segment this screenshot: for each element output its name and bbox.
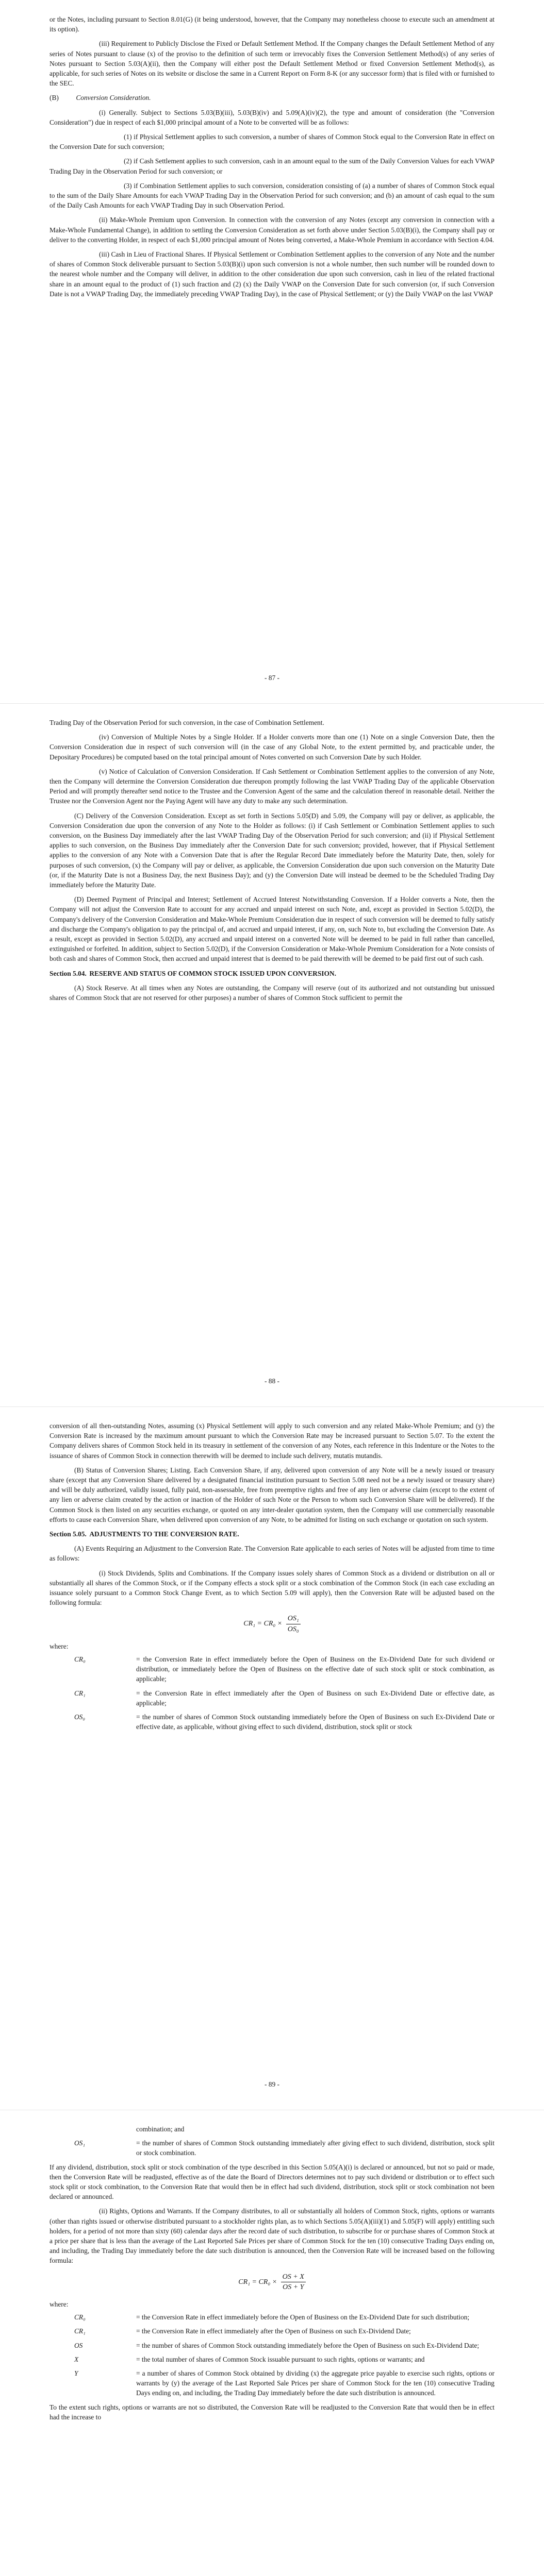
paragraph: (iv) Conversion of Multiple Notes by a Single Holder. If a Holder converts more than one (1) Note on a single Conversion Date, then the Conversion Consideration due in respect of such conversion will (in the case of any Global Note, to the extent permitted by, and practicable under, the Depositary Procedures) be computed based on the total principal amount of Notes converted on such Conversion Date by such Holder. [50, 733, 494, 761]
definition-symbol: CR₁ [74, 1689, 86, 1697]
definition-item [50, 1712, 494, 1732]
paragraph: (B) Status of Conversion Shares; Listing. Each Conversion Share, if any, delivered upon conversion of any Note will be a newly issued or treasury share (except that any Conversion Share delivered by a designated financial institution pursuant to Section 5.08 need not be a newly issued or treasury share) and will be duly authorized, validly issued, fully paid, non-assessable, free from preemptive rights and free of any lien or adverse claim (except to the extent of any lien or adverse claim created by the action or inaction of the Holder of such Note or the Person to whom such Conversion Share will be delivered). If the Common Stock is then listed on any securities exchange, or quoted on any inter-dealer quotation system, then the Company will use commercially reasonable efforts to cause each Conversion Share, when delivered upon conversion of any Note, to be admitted for listing on such exchange or quotation on such system. [50, 1466, 494, 1523]
definition-symbol: OS [74, 2341, 83, 2349]
definition-item [50, 2138, 494, 2158]
formula-lhs: CR₁ = CR₀ × [243, 1620, 283, 1628]
section-heading [50, 969, 494, 978]
page-number: - 87 - [264, 673, 279, 682]
paragraph: (A) Stock Reserve. At all times when any Notes are outstanding, the Company will reserve (out of its authorized and not outstanding but unissued shares of Common Stock that are not reserved for other purposes) a number of shares of Common Stock sufficient to permit the [50, 984, 494, 1002]
definition-item [50, 2326, 494, 2336]
definition-symbol: OS₁ [74, 2139, 86, 2147]
adjustment-formula [50, 1614, 494, 1634]
formula-denominator: OS₀ [287, 1625, 299, 1633]
adjustment-formula [50, 2272, 494, 2292]
definition-text: = the total number of shares of Common Stock issuable pursuant to such rights, options or warrants; and [136, 2355, 425, 2363]
definition-text: = the Conversion Rate in effect immediately after the Open of Business on such Ex-Dividend Date or effective date, as applicable; [136, 1689, 494, 1707]
definition-symbol: X [74, 2355, 79, 2363]
subsection-title: Conversion Consideration. [76, 94, 151, 102]
page-number: - 89 - [264, 2080, 279, 2088]
formula-denominator: OS + Y [283, 2283, 304, 2291]
section-number: Section 5.05. [50, 1530, 87, 1538]
where-label: where: [50, 1642, 69, 1650]
definition-item [50, 1654, 494, 1684]
section-title: ADJUSTMENTS TO THE CONVERSION RATE. [89, 1530, 239, 1538]
definition-text: = the Conversion Rate in effect immediately before the Open of Business on the Ex-Dividend Date for such distribution; [136, 2313, 470, 2321]
definition-symbol: CR₀ [74, 2313, 86, 2321]
definition-item [50, 2341, 494, 2350]
paragraph: (iii) Cash in Lieu of Fractional Shares. If Physical Settlement or Combination Settlement applies to the conversion of any Note and the number of shares of Common Stock deliverable pursuant to Section 5.03(B)(i) upon such conversion is not a whole number, then such number will be rounded down to the nearest whole number and the Company will deliver, in addition to the other consideration due upon such conversion, cash in lieu of the related fractional share in an amount equal to the product of (1) such fraction and (2) (x) the Daily VWAP on the Conversion Date for such conversion (or, if such Conversion Date is not a VWAP Trading Day, the immediately preceding VWAP Trading Day), in the case of Physical Settlement; or (y) the Daily VWAP on the last VWAP [50, 250, 494, 298]
paragraph: (i) Generally. Subject to Sections 5.03(B)(iii), 5.03(B)(iv) and 5.09(A)(iv)(2), the type and amount of consideration (the "Conversion Consideration") due in respect of each $1,000 principal amount of a Note to be converted will be as follows: [50, 108, 494, 126]
formula-numerator: OS₁ [286, 1614, 301, 1624]
page-87 [0, 0, 544, 703]
page-90 [0, 2110, 544, 2576]
paragraph: (v) Notice of Calculation of Conversion Consideration. If Cash Settlement or Combination Settlement applies to the conversion of any Note, then the Company will determine the Conversion Consideration due thereupon promptly following the last VWAP Trading Day of the applicable Observation Period and will promptly thereafter send notice to the Trustee and the Conversion Agent of the same and the calculation thereof in reasonable detail. Neither the Trustee nor the Conversion Agent nor the Paying Agent will have any duty to make any such determination. [50, 767, 494, 805]
definition-text: = the number of shares of Common Stock outstanding immediately before the Open of Business on such Ex-Dividend Date; [136, 2341, 480, 2349]
formula-numerator: OS + X [281, 2272, 306, 2282]
paragraph: (ii) Make-Whole Premium upon Conversion. In connection with the conversion of any Notes (except any conversion in connection with a Make-Whole Fundamental Change), in addition to settling the Conversion Consideration as set forth above under Section 5.03(B)(i), the Company shall pay or deliver to the converting Holder, in respect of each $1,000 principal amount of Notes being converted, a Make-Whole Premium in accordance with Section 4.04. [50, 216, 494, 244]
definitions-list [50, 2312, 494, 2398]
formula-lhs: CR₁ = CR₀ × [238, 2278, 277, 2286]
definition-text: = the Conversion Rate in effect immediately after the Open of Business on such Ex-Dividend Date; [136, 2327, 411, 2335]
definition-symbol: Y [74, 2369, 78, 2378]
paragraph: (3) if Combination Settlement applies to such conversion, consideration consisting of (a) a number of shares of Common Stock equal to the sum of the Daily Share Amounts for each VWAP Trading Day in the Observation Period for such conversion; and (b) an amount of cash equal to the sum of the Daily Cash Amounts for each VWAP Trading Day in such Observation Period. [50, 181, 494, 210]
page-number: - 88 - [264, 1377, 279, 1385]
definition-text: combination; and [136, 2125, 185, 2133]
definition-item [50, 2368, 494, 2398]
formula-fraction [281, 2272, 306, 2292]
paragraph: (1) if Physical Settlement applies to such conversion, a number of shares of Common Stock equal to the Conversion Rate in effect on the Conversion Date for such conversion; [50, 133, 494, 151]
paragraph: (ii) Rights, Options and Warrants. If the Company distributes, to all or substantially all holders of Common Stock, rights, options or warrants (other than rights issued or otherwise distributed pursuant to a stockholder rights plan, as to which Sections 5.05(A)(iii)(1) and 5.05(F) will apply) entitling such holders, for a period of not more than sixty (60) calendar days after the record date of such distribution, to subscribe for or purchase shares of Common Stock at a price per share that is less than the average of the Last Reported Sale Prices per share of Common Stock for the ten (10) consecutive Trading Days ending on, and including, the Trading Day immediately before the date such distribution is announced, then the Conversion Rate will be increased based on the following formula: [50, 2207, 494, 2265]
paragraph: (C) Delivery of the Conversion Consideration. Except as set forth in Sections 5.05(D) and 5.09, the Company will pay or deliver, as applicable, the Conversion Consideration due upon the conversion of any Note to the Holder as follows: (i) if Cash Settlement or Combination Settlement applies to such conversion, on the Business Day immediately after the last VWAP Trading Day of the Observation Period for such conversion; and (ii) if Physical Settlement applies to such conversion, on the Business Day immediately after the Conversion Date for such conversion; provided, however, that if Physical Settlement applies to the conversion of any Note with a Conversion Date that is after the Regular Record Date immediately before the Maturity Date, then, solely for purposes of such conversion, (x) the Company will pay or deliver, as applicable, the Conversion Consideration due upon such conversion on the Maturity Date (or, if the Maturity Date is not a Business Day, the next Business Day); and (y) the Conversion Date will instead be deemed to be the Scheduled Trading Day immediately before the Maturity Date. [50, 811, 494, 889]
definition-text: = the number of shares of Common Stock outstanding immediately before the Open of Business on such Ex-Dividend Date or effective date, as applicable, without giving effect to such dividend, distribution, stock split or stock [136, 1713, 494, 1731]
formula-fraction [286, 1614, 301, 1634]
definition-text: = the Conversion Rate in effect immediately before the Open of Business on the Ex-Dividend Date for such dividend or distribution, or immediately before the Open of Business on the effective date of such stock split or stock combination, as applicable; [136, 1655, 494, 1683]
subsection-label: (B) [50, 94, 59, 102]
definitions-list [50, 1654, 494, 1732]
page-88 [0, 703, 544, 1406]
definition-symbol-blank [50, 2124, 124, 2134]
definition-item [50, 1688, 494, 1708]
definition-text: = the number of shares of Common Stock outstanding immediately after giving effect to such dividend, distribution, stock split or stock combination. [136, 2139, 494, 2157]
paragraph: Trading Day of the Observation Period for such conversion, in the case of Combination Settlement. [50, 719, 324, 726]
paragraph: (A) Events Requiring an Adjustment to the Conversion Rate. The Conversion Rate applicable to each series of Notes will be adjusted from time to time as follows: [50, 1545, 494, 1563]
paragraph: (D) Deemed Payment of Principal and Interest; Settlement of Accrued Interest Notwithstanding Conversion. If a Holder converts a Note, then the Company will not adjust the Conversion Rate to account for any accrued and unpaid interest on such Note, and, except as provided in Section 5.02(D), the Company's delivery of the Conversion Consideration and Make-Whole Premium Consideration due in respect of such conversion will be deemed to fully satisfy and discharge the Company's obligation to pay the principal of, and accrued and unpaid interest, if any, on, such Note to, but excluding the Conversion Date. As a result, except as provided in Section 5.02(D), any accrued and unpaid interest on a converted Note will be deemed to be paid in full rather than cancelled, extinguished or forfeited. In addition, subject to Section 5.02(D), if the Conversion Consideration or Make-Whole Premium Consideration for a Note consists of both cash and shares of Common Stock, then accrued and unpaid interest that is deemed to be paid therewith will be deemed to be paid first out of such cash. [50, 895, 494, 963]
paragraph: conversion of all then-outstanding Notes, assuming (x) Physical Settlement will apply to such conversion and any related Make-Whole Premium; and (y) the Conversion Rate is increased by the maximum amount pursuant to which the Conversion Rate may be increased pursuant to Section 5.07. To the extent the Company delivers shares of Common Stock held in its treasury in settlement of the conversion of any Notes, each reference in this Indenture or the Notes to the issuance of shares of Common Stock in connection therewith will be deemed to include such delivery, mutatis mutandis. [50, 1422, 494, 1460]
paragraph: If any dividend, distribution, stock split or stock combination of the type described in this Section 5.05(A)(i) is declared or announced, but not so paid or made, then the Conversion Rate will be readjusted, effective as of the date the Board of Directors determines not to pay such dividend or distribution or to effect such stock split or stock combination, to the Conversion Rate that would then be in effect had such dividend, distribution, stock split or stock combination not been declared or announced. [50, 2163, 494, 2201]
definition-text: = a number of shares of Common Stock obtained by dividing (x) the aggregate price payable to exercise such rights, options or warrants by (y) the average of the Last Reported Sale Prices per share of Common Stock for the ten (10) consecutive Trading Days ending on, and including, the Trading Day immediately before the date such distribution is announced. [136, 2369, 494, 2397]
paragraph: To the extent such rights, options or warrants are not so distributed, the Conversion Rate will be readjusted to the Conversion Rate that would then be in effect had the increase to [50, 2403, 494, 2421]
paragraph: or the Notes, including pursuant to Section 8.01(G) (it being understood, however, that the Company may nonetheless choose to execute such an amendment at its option). [50, 15, 494, 33]
definition-continuation [50, 2124, 494, 2134]
definition-symbol: CR₀ [74, 1655, 86, 1664]
definition-symbol: CR₁ [74, 2327, 86, 2335]
paragraph: (iii) Requirement to Publicly Disclose the Fixed or Default Settlement Method. If the Company changes the Default Settlement Method of any series of Notes pursuant to clause (x) of the proviso to the definition of such term or irrevocably fixes the Conversion Settlement Method(s) of any series of Notes pursuant to Section 5.03(A)(ii), then the Company will either post the Default Settlement Method or fixed Conversion Settlement Method(s), as applicable, for such series of Notes on its website or disclose the same in a Current Report on Form 8-K (or any successor form) that is filed with or furnished to the SEC. [50, 40, 494, 88]
section-title: RESERVE AND STATUS OF COMMON STOCK ISSUED UPON CONVERSION. [89, 969, 336, 977]
definition-item [50, 2312, 494, 2322]
definition-item [50, 2354, 494, 2364]
definition-symbol: OS₀ [74, 1713, 86, 1721]
page-89 [0, 1406, 544, 2110]
paragraph: (2) if Cash Settlement applies to such conversion, cash in an amount equal to the sum of the Daily Conversion Values for each VWAP Trading Day in the Observation Period for such conversion; or [50, 157, 494, 175]
subsection-heading [50, 93, 494, 103]
section-number: Section 5.04. [50, 969, 87, 977]
where-label: where: [50, 2300, 69, 2309]
paragraph: (i) Stock Dividends, Splits and Combinations. If the Company issues solely shares of Common Stock as a dividend or distribution on all or substantially all shares of the Common Stock, or if the Company effects a stock split or a stock combination of the Common Stock (in each case excluding an issuance solely pursuant to a Common Stock Change Event, as to which Section 5.09 will apply), then the Conversion Rate will be adjusted based on the following formula: [50, 1569, 494, 1607]
section-heading [50, 1529, 494, 1539]
